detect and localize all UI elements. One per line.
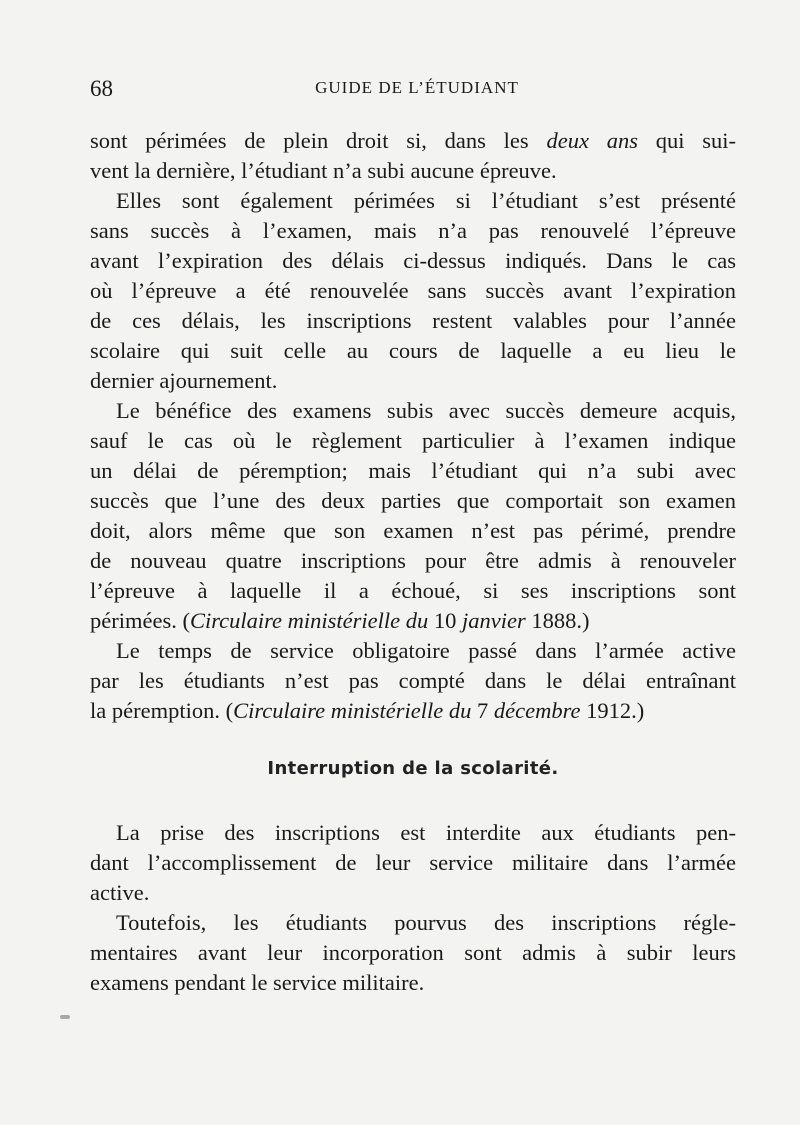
- text-line: [90, 306, 736, 336]
- text-run: de nouveau quatre inscriptions pour être admis à renouveler: [90, 548, 736, 573]
- text-run: mentaires avant leur incorporation sont admis à subir leurs: [90, 940, 736, 965]
- text-line: [90, 276, 736, 306]
- text-line: [90, 908, 736, 938]
- text-line: [90, 186, 736, 216]
- text-line: [90, 396, 736, 426]
- text-run: doit, alors même que son examen n’est pas périmé, prendre: [90, 518, 736, 543]
- page-number: 68: [90, 76, 113, 101]
- text-line: [90, 818, 736, 848]
- text-run: 1912.): [580, 698, 645, 723]
- text-run: 7: [471, 698, 494, 723]
- italic-text: Circulaire ministérielle du: [233, 698, 472, 723]
- text-line: [90, 696, 736, 726]
- text-line: [90, 878, 736, 908]
- text-line: [90, 126, 736, 156]
- text-run: 10: [428, 608, 463, 633]
- text-run: active.: [90, 880, 150, 905]
- text-run: de ces délais, les inscriptions restent valables pour l’année: [90, 308, 736, 333]
- page-header: [90, 76, 736, 106]
- text-run: Le bénéfice des examens subis avec succès demeure acquis,: [116, 398, 736, 423]
- text-line: [90, 456, 736, 486]
- text-run: périmées. (: [90, 608, 190, 633]
- text-line: [90, 156, 736, 186]
- italic-text: deux ans: [546, 128, 638, 153]
- text-line: [90, 366, 736, 396]
- italic-text: Circulaire ministérielle du: [189, 608, 429, 633]
- section-heading: Interruption de la scolarité.: [267, 758, 559, 779]
- text-line: [90, 516, 736, 546]
- text-run: Le temps de service obligatoire passé dans l’armée active: [116, 638, 736, 663]
- text-run: vent la dernière, l’étudiant n’a subi aucune épreuve.: [90, 158, 557, 183]
- text-line: [90, 938, 736, 968]
- body-text-section-1: [90, 126, 736, 726]
- text-run: sauf le cas où le règlement particulier à l’examen indique: [90, 428, 736, 453]
- text-run: qui sui-: [637, 128, 736, 153]
- text-run: l’épreuve à laquelle il a échoué, si ses inscriptions sont: [90, 578, 736, 603]
- text-run: sans succès à l’examen, mais n’a pas renouvelé l’épreuve: [90, 218, 736, 243]
- text-line: [90, 426, 736, 456]
- text-run: scolaire qui suit celle au cours de laquelle a eu lieu le: [90, 338, 736, 363]
- text-line: [90, 968, 736, 998]
- text-run: où l’épreuve a été renouvelée sans succès avant l’expiration: [90, 278, 736, 303]
- text-run: par les étudiants n’est pas compté dans le délai entraînant: [90, 668, 736, 693]
- text-run: Elles sont également périmées si l’étudiant s’est présenté: [116, 188, 736, 213]
- text-line: [90, 486, 736, 516]
- running-title: GUIDE DE L’ÉTUDIANT: [315, 78, 519, 97]
- text-line: [90, 666, 736, 696]
- text-run: dant l’accomplissement de leur service militaire dans l’armée: [90, 850, 736, 875]
- body-text-section-2: [90, 818, 736, 998]
- text-line: [90, 246, 736, 276]
- text-run: 1888.): [525, 608, 590, 633]
- text-run: La prise des inscriptions est interdite aux étudiants pen-: [116, 820, 736, 845]
- text-line: [90, 636, 736, 666]
- text-line: [90, 546, 736, 576]
- text-line: [90, 848, 736, 878]
- text-run: la péremption. (: [90, 698, 234, 723]
- italic-text: décembre: [493, 698, 581, 723]
- italic-text: janvier: [462, 608, 526, 633]
- text-line: [90, 576, 736, 606]
- text-line: [90, 606, 736, 636]
- ink-smudge: [60, 1015, 70, 1019]
- text-line: [90, 336, 736, 366]
- text-run: avant l’expiration des délais ci-dessus indiqués. Dans le cas: [90, 248, 736, 273]
- text-run: sont périmées de plein droit si, dans les: [90, 128, 547, 153]
- text-run: un délai de péremption; mais l’étudiant qui n’a subi avec: [90, 458, 736, 483]
- text-run: succès que l’une des deux parties que comportait son examen: [90, 488, 736, 513]
- text-run: dernier ajournement.: [90, 368, 278, 393]
- text-run: examens pendant le service militaire.: [90, 970, 425, 995]
- text-line: [90, 216, 736, 246]
- text-run: Toutefois, les étudiants pourvus des inscriptions régle-: [116, 910, 736, 935]
